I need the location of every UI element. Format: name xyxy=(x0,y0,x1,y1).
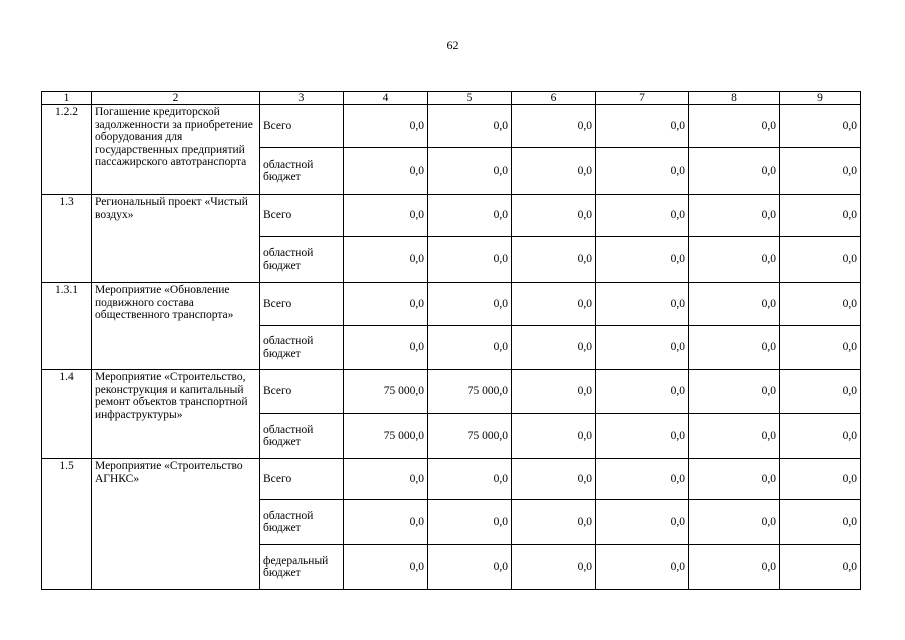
header-cell: 8 xyxy=(689,92,780,105)
value-cell: 75 000,0 xyxy=(344,414,428,459)
value-cell: 0,0 xyxy=(780,459,861,500)
value-cell: 0,0 xyxy=(344,195,428,237)
value-cell: 0,0 xyxy=(689,459,780,500)
item-code: 1.4 xyxy=(42,370,92,459)
item-name: Мероприятие «Строительство, реконструкция и капитальный ремонт объектов транспортной инфраструктуры» xyxy=(92,370,260,459)
table-row xyxy=(42,195,861,237)
value-cell: 0,0 xyxy=(780,283,861,326)
value-cell: 0,0 xyxy=(512,237,596,283)
header-cell: 5 xyxy=(428,92,512,105)
value-cell: 0,0 xyxy=(596,237,689,283)
value-cell: 0,0 xyxy=(512,283,596,326)
item-name: Мероприятие «Обновление подвижного состава общественного транспорта» xyxy=(92,283,260,370)
value-cell: 0,0 xyxy=(780,237,861,283)
item-name: Региональный проект «Чистый воздух» xyxy=(92,195,260,283)
header-cell: 6 xyxy=(512,92,596,105)
value-cell: 0,0 xyxy=(596,105,689,148)
header-row xyxy=(42,92,861,105)
value-cell: 0,0 xyxy=(512,105,596,148)
value-cell: 0,0 xyxy=(512,326,596,370)
funding-source: областной бюджет xyxy=(260,237,344,283)
value-cell: 0,0 xyxy=(512,459,596,500)
header-cell: 2 xyxy=(92,92,260,105)
value-cell: 0,0 xyxy=(428,237,512,283)
value-cell: 0,0 xyxy=(780,500,861,545)
value-cell: 0,0 xyxy=(689,326,780,370)
item-code: 1.3.1 xyxy=(42,283,92,370)
funding-source: Всего xyxy=(260,195,344,237)
value-cell: 0,0 xyxy=(596,370,689,414)
value-cell: 0,0 xyxy=(428,195,512,237)
header-cell: 3 xyxy=(260,92,344,105)
funding-source: Всего xyxy=(260,283,344,326)
table-row xyxy=(42,370,861,414)
funding-source: областной бюджет xyxy=(260,414,344,459)
value-cell: 0,0 xyxy=(344,326,428,370)
funding-source: федеральный бюджет xyxy=(260,545,344,590)
item-code: 1.3 xyxy=(42,195,92,283)
value-cell: 0,0 xyxy=(780,195,861,237)
value-cell: 75 000,0 xyxy=(428,414,512,459)
header-cell: 1 xyxy=(42,92,92,105)
header-cell: 9 xyxy=(780,92,861,105)
value-cell: 0,0 xyxy=(512,414,596,459)
funding-source: областной бюджет xyxy=(260,500,344,545)
value-cell: 0,0 xyxy=(689,545,780,590)
value-cell: 0,0 xyxy=(344,545,428,590)
value-cell: 0,0 xyxy=(428,148,512,195)
value-cell: 0,0 xyxy=(512,148,596,195)
header-cell: 7 xyxy=(596,92,689,105)
item-code: 1.2.2 xyxy=(42,105,92,195)
value-cell: 0,0 xyxy=(780,414,861,459)
value-cell: 0,0 xyxy=(344,105,428,148)
funding-source: областной бюджет xyxy=(260,326,344,370)
value-cell: 0,0 xyxy=(596,414,689,459)
value-cell: 0,0 xyxy=(596,195,689,237)
value-cell: 0,0 xyxy=(512,195,596,237)
value-cell: 0,0 xyxy=(689,414,780,459)
value-cell: 75 000,0 xyxy=(428,370,512,414)
item-name: Погашение кредиторской задолженности за приобретение оборудования для государственных предприятий пассажирского автотранспорта xyxy=(92,105,260,195)
value-cell: 0,0 xyxy=(780,545,861,590)
table-row xyxy=(42,105,861,148)
value-cell: 0,0 xyxy=(780,326,861,370)
funding-source: Всего xyxy=(260,105,344,148)
value-cell: 0,0 xyxy=(512,545,596,590)
value-cell: 0,0 xyxy=(428,326,512,370)
value-cell: 0,0 xyxy=(689,148,780,195)
value-cell: 0,0 xyxy=(596,326,689,370)
value-cell: 0,0 xyxy=(512,370,596,414)
table-row xyxy=(42,283,861,326)
budget-table xyxy=(41,91,861,590)
item-code: 1.5 xyxy=(42,459,92,590)
item-name: Мероприятие «Строительство АГНКС» xyxy=(92,459,260,590)
value-cell: 0,0 xyxy=(428,500,512,545)
value-cell: 0,0 xyxy=(428,283,512,326)
value-cell: 0,0 xyxy=(344,459,428,500)
value-cell: 0,0 xyxy=(596,148,689,195)
value-cell: 0,0 xyxy=(780,105,861,148)
funding-source: областной бюджет xyxy=(260,148,344,195)
table-body xyxy=(42,92,861,590)
value-cell: 0,0 xyxy=(344,237,428,283)
value-cell: 0,0 xyxy=(596,545,689,590)
value-cell: 0,0 xyxy=(428,545,512,590)
value-cell: 0,0 xyxy=(689,500,780,545)
value-cell: 0,0 xyxy=(689,195,780,237)
value-cell: 0,0 xyxy=(596,283,689,326)
value-cell: 0,0 xyxy=(512,500,596,545)
value-cell: 0,0 xyxy=(344,148,428,195)
value-cell: 75 000,0 xyxy=(344,370,428,414)
value-cell: 0,0 xyxy=(596,459,689,500)
value-cell: 0,0 xyxy=(428,105,512,148)
value-cell: 0,0 xyxy=(689,105,780,148)
funding-source: Всего xyxy=(260,370,344,414)
value-cell: 0,0 xyxy=(689,283,780,326)
funding-source: Всего xyxy=(260,459,344,500)
value-cell: 0,0 xyxy=(689,370,780,414)
header-cell: 4 xyxy=(344,92,428,105)
value-cell: 0,0 xyxy=(344,500,428,545)
value-cell: 0,0 xyxy=(344,283,428,326)
value-cell: 0,0 xyxy=(780,370,861,414)
table-row xyxy=(42,459,861,500)
value-cell: 0,0 xyxy=(689,237,780,283)
page-number: 62 xyxy=(446,38,459,52)
value-cell: 0,0 xyxy=(596,500,689,545)
value-cell: 0,0 xyxy=(780,148,861,195)
value-cell: 0,0 xyxy=(428,459,512,500)
